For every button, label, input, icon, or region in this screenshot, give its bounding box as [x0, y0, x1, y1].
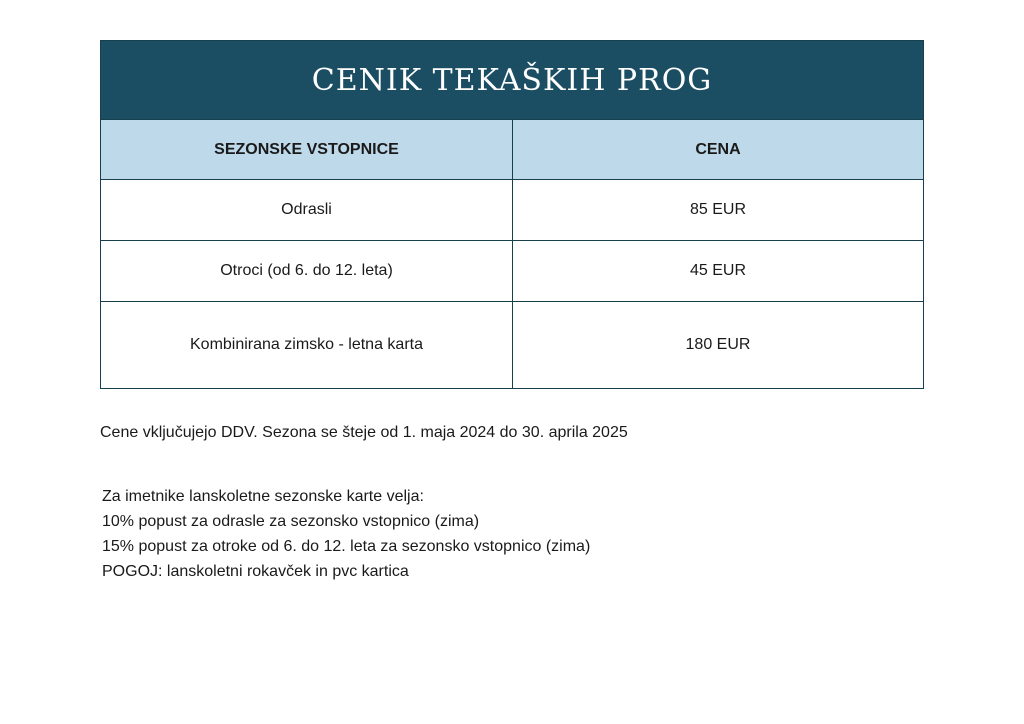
vat-season-note: Cene vključujejo DDV. Sezona se šteje od 1. maja 2024 do 30. aprila 2025: [100, 424, 628, 441]
discount-adults: 10% popust za odrasle za sezonsko vstopnico (zima): [102, 513, 480, 530]
column-header-price: CENA: [512, 120, 923, 179]
discount-children: 15% popust za otroke od 6. do 12. leta za sezonsko vstopnico (zima): [102, 538, 591, 555]
ticket-label: Otroci (od 6. do 12. leta): [220, 262, 393, 279]
table-row: [101, 241, 923, 302]
discount-condition: POGOJ: lanskoletni rokavček in pvc kartica: [102, 563, 409, 580]
ticket-price: 85 EUR: [512, 180, 923, 240]
discount-notes: [102, 484, 590, 584]
ticket-price: 45 EUR: [512, 241, 923, 301]
column-header-season-tickets: SEZONSKE VSTOPNICE: [214, 140, 399, 158]
ticket-label: Kombinirana zimsko - letna karta: [190, 336, 423, 353]
table-title: CENIK TEKAŠKIH PROG: [101, 41, 923, 120]
discount-intro: Za imetnike lanskoletne sezonske karte velja:: [102, 488, 424, 505]
ticket-label: Odrasli: [281, 201, 332, 218]
table-row: [101, 180, 923, 241]
price-table: [100, 40, 924, 389]
table-row: [101, 302, 923, 388]
ticket-price: 180 EUR: [512, 302, 923, 388]
table-header-row: [101, 120, 923, 180]
